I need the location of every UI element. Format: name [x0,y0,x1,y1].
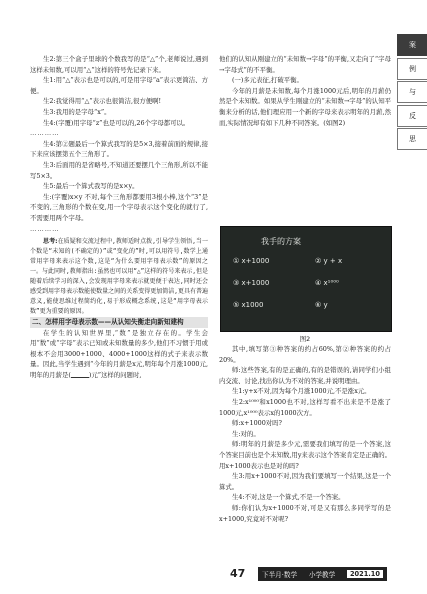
page-footer [0,565,427,585]
blackboard-answer: ④ x¹⁰⁰⁰ [315,279,339,287]
side-tab: 案 [397,34,427,56]
paragraph: 生2:我觉得用“△”表示也很简洁,很方便啊! [43,97,162,106]
think-label: 思考: [43,238,58,246]
magazine-brand: 小学教学 [308,571,336,579]
magazine-section: 下半月·数学 [262,571,298,579]
paragraph: 师:这些答案,有的是正确的,有的是错误的,请同学们小组内交流、讨论,找出你认为不对的答案,并说明理由。 [219,366,391,385]
right-column [219,54,391,128]
page-number: 47 [230,567,246,580]
section-heading: 二、怎样用字母表示数——从认知失衡走向新知建构 [30,317,208,328]
paragraph: 生:(字覆)x×y 不对,每个三角形都要用3根小棒,这个“3”是不变的,三角形的个数在变,用一个字母表示这个变化的就行了,不需要用两个字母。 [30,192,208,222]
paragraph [30,328,208,381]
side-tab: 思 [397,128,427,150]
paragraph: 师:x+1000对吗? [232,419,282,428]
paragraph: 生4:(字覆)用字母“z”也是可以的,26个字母都可以。 [43,118,190,127]
right-column-continued [219,344,391,524]
blackboard-answer: ③ x+1000 [233,279,270,287]
ellipsis-line: ………… [30,129,60,138]
paragraph: 生4:第②题最后一个算式我写的是5×3,接着前面的规律,接下来应该摆第五个三角形了。 [30,139,208,159]
paragraph: 生:对的。 [232,429,260,438]
blackboard-photo [220,226,392,332]
paragraph-text: )元”这样的问题时, [88,371,142,380]
paragraph: 生5:最后一个算式我写的是x×y。 [43,182,139,191]
side-tab: 例 [397,58,427,80]
figure-caption: 图2 [299,335,311,343]
paragraph: 生2:x¹⁰⁰⁰和x1000也不对,这样写看不出来是不是涨了1000元,x¹⁰⁰⁰表示x的1000次方。 [219,397,391,417]
blackboard-title: 我手的方案 [261,237,301,246]
subheading: (一)多元表征,打破平衡。 [232,76,303,85]
blackboard-answer: ① x+1000 [233,257,270,265]
blackboard-answer: ⑤ x1000 [233,301,264,309]
paragraph: 生2:第三个盒子里球的个数我写的是“△”个,老师说过,遇到这样未知数,可以用“△”这样的符号先记录下来。 [30,55,208,74]
side-tab: 与 [397,81,427,103]
blackboard-answer: ② y + x [315,257,343,265]
answer-blank [71,370,89,378]
paragraph: 生4:不对,这是一个算式,不是一个答案。 [232,493,345,502]
left-column [30,54,208,381]
paragraph: 生3:用x+1000不对,因为我们要填写一个结果,这是一个算式。 [219,472,391,491]
blackboard-answer: ⑥ y [315,301,328,309]
paragraph: 他们的认知从刚建立的“未知数→字母”的平衡,又走向了“字母→字母式”的不平衡。 [219,55,391,74]
paragraph: 生3:后面用的是省略号,不知道还要摆几个三角形,所以不能写5×3。 [30,160,208,180]
paragraph: 师:明年的月薪是多少元,需要我们填写的是一个答案,这个答案目前也是个未知数,用y来表示这个答案肯定是正确的。用x+1000表示也是对的吗? [219,440,391,470]
issue-number: 2021.10 [347,570,383,578]
paragraph: 生1:用“△”表示也是可以的,可是用字母“a”表示更简洁、方便。 [30,76,208,95]
think-text: 在质疑和交流过程中,教师适时点拨,引导学生领悟,当一个数是“未知的(不确定的)”或“变化的”时,可以用符号,数学上通常用字母来表示这个数,这是“为什么要用字母表示数”的原因之一。与此同时,教师指出:虽然也可以用“△”这样的符号来表示,但是随着后续学习的深入,会发现用字母来表示就更便于表达,同时还会感受到用字母表示数能使数量之间的关系变得更加简洁,更具有普遍意义,能使思维过程简约化,易于形成概念系统,这是“用字母表示数”更为重要的原因。 [30,238,208,316]
section-side-tabs [397,34,427,152]
paragraph-text: 在学生的认知世界里,“数”是独立存在的。学生会用“数”或“字母”表示已知或未知数量的多少,他们不习惯于用或根本不会用3000+1000、4000+1000这样的式子来表示数量。因此,当学生遇到“今年的月薪是x元,明年每个月涨1000元,明年的月薪是( [30,328,208,380]
ellipsis-line: ………… [30,224,60,233]
paragraph: 生3:我用的是字母“x”。 [43,107,111,116]
think-paragraph [30,237,208,317]
paragraph: 其中,填写第③种答案的约占60%,第②种答案的约占20%。 [219,345,391,364]
paragraph: 师:你们认为x+1000不对,可是又有那么多同学写的是x+1000,究竟对不对呢? [219,503,391,523]
paragraph: 生1:y+x不对,因为每个月涨1000元,不是涨x元。 [232,387,371,396]
paragraph: 今年的月薪是未知数,每个月涨1000元后,明年的月薪仍然是个未知数。如果从学生刚建立的“未知数→字母”的认知平衡来分析的话,他们理应用一个新的字母来表示明年的月薪,然而,实际情况却有如下几种不同答案。(如图2) [219,86,391,127]
side-tab: 反 [397,105,427,127]
footer-band [258,567,387,581]
